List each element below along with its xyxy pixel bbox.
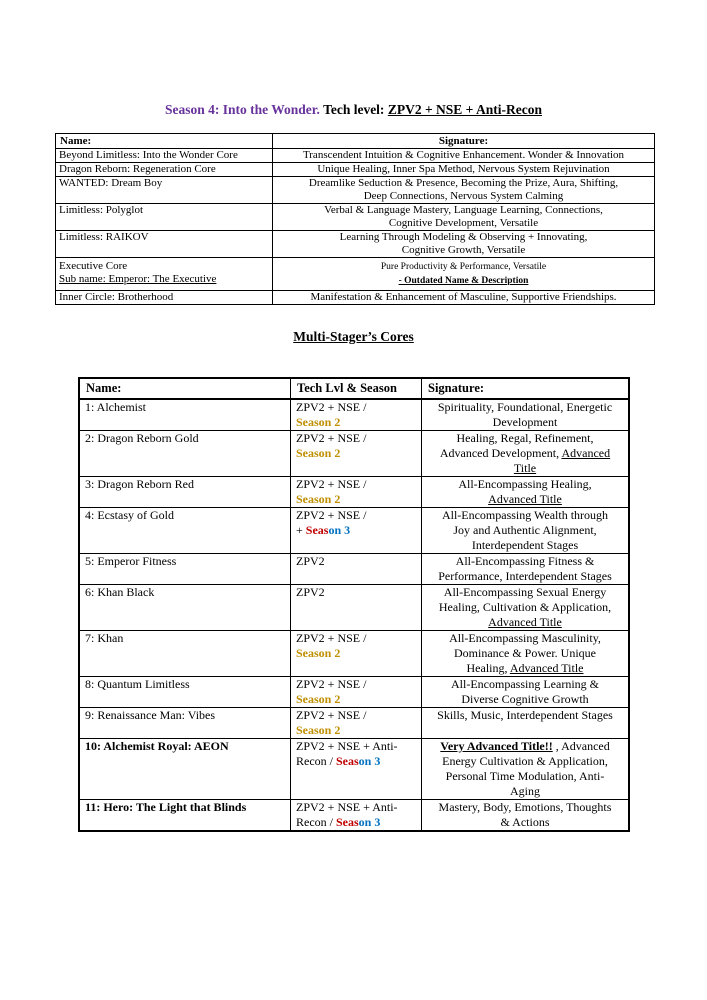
text-segment: Executive Core: [59, 260, 128, 272]
core-signature-cell: [273, 204, 655, 231]
core-name-cell: [79, 399, 291, 431]
title-season-text: Season 4: Into the Wonder.: [165, 102, 320, 117]
core-signature-cell: [422, 708, 630, 739]
table-row: [56, 149, 655, 163]
text-segment: All-Encompassing Wealth through: [441, 508, 609, 522]
text-segment: Title: [513, 461, 537, 475]
text-segment: 4: Ecstasy of Gold: [85, 508, 174, 522]
text-segment: All-Encompassing Fitness &: [455, 554, 595, 568]
col-header-signature: Signature:: [422, 378, 630, 399]
table-row: [79, 585, 629, 631]
core-signature-cell: [422, 677, 630, 708]
text-segment: 7: Khan: [85, 631, 124, 645]
text-segment: Dreamlike Seduction & Presence, Becoming the Prize, Aura, Shifting,: [308, 177, 619, 189]
text-segment: All-Encompassing Learning &: [451, 677, 599, 691]
text-segment: Very Advanced Title!!: [440, 739, 553, 753]
core-signature-cell: [422, 508, 630, 554]
core-name-cell: [79, 739, 291, 800]
table-row: [79, 708, 629, 739]
table-row: [79, 431, 629, 477]
core-name-cell: [79, 800, 291, 832]
core-name-cell: [56, 177, 273, 204]
core-name-cell: [79, 554, 291, 585]
text-segment: Seas: [336, 754, 359, 768]
text-segment: Limitless: RAIKOV: [59, 231, 149, 243]
text-segment: Healing, Cultivation & Application,: [438, 600, 612, 614]
text-segment: ZPV2 + NSE /: [296, 400, 367, 414]
core-name-cell: [56, 163, 273, 177]
core-signature-cell: [422, 431, 630, 477]
text-segment: Recon /: [296, 815, 336, 829]
text-segment: 8: Quantum Limitless: [85, 677, 190, 691]
text-segment: Transcendent Intuition & Cognitive Enhancement. Wonder & Innovation: [302, 149, 625, 161]
text-segment: Season 2: [296, 492, 341, 506]
text-segment: on 3: [358, 815, 381, 829]
text-segment: All-Encompassing Healing,: [458, 477, 592, 491]
text-segment: ZPV2 + NSE /: [296, 477, 367, 491]
text-segment: Verbal & Language Mastery, Language Learning, Connections,: [324, 204, 603, 216]
text-segment: Season 2: [296, 646, 341, 660]
text-segment: Season 2: [296, 446, 341, 460]
text-segment: 9: Renaissance Man: Vibes: [85, 708, 216, 722]
text-segment: Dragon Reborn: Regeneration Core: [59, 163, 216, 175]
season4-table-body: [56, 149, 655, 305]
core-name-cell: [56, 258, 273, 291]
table-row: [56, 258, 655, 291]
season4-cores-table: [55, 133, 655, 305]
tech-season-cell: [291, 431, 422, 477]
core-signature-cell: [273, 258, 655, 291]
text-segment: Limitless: Polyglot: [59, 204, 144, 216]
text-segment: WANTED: Dream Boy: [59, 177, 163, 189]
text-segment: Recon /: [296, 754, 336, 768]
text-segment: Beyond Limitless: Into the Wonder Core: [59, 149, 238, 161]
tech-season-cell: [291, 477, 422, 508]
text-segment: ZPV2 + NSE /: [296, 708, 367, 722]
core-signature-cell: [422, 477, 630, 508]
table-row: [56, 163, 655, 177]
text-segment: 1: Alchemist: [85, 400, 146, 414]
text-segment: Mastery, Body, Emotions, Thoughts: [438, 800, 612, 814]
text-segment: 11: Hero: The Light that Blinds: [85, 800, 247, 814]
text-segment: Skills, Music, Interdependent Stages: [437, 708, 613, 722]
multi-stager-table-body: [79, 399, 629, 831]
tech-season-cell: [291, 677, 422, 708]
text-segment: Unique Healing, Inner Spa Method, Nervous System Rejuvination: [317, 163, 610, 175]
text-segment: , Advanced: [552, 739, 610, 753]
text-segment: ZPV2 + NSE /: [296, 431, 367, 445]
table-row: [79, 554, 629, 585]
core-signature-cell: [273, 163, 655, 177]
text-segment: Diverse Cognitive Growth: [461, 692, 589, 706]
text-segment: Development: [492, 415, 558, 429]
tech-season-cell: [291, 554, 422, 585]
tech-season-cell: [291, 585, 422, 631]
text-segment: ZPV2 + NSE + Anti-: [296, 739, 398, 753]
text-segment: - Outdated Name & Description: [398, 276, 529, 286]
tech-season-cell: [291, 508, 422, 554]
table-row: [56, 291, 655, 305]
page-title: [0, 102, 707, 118]
core-name-cell: [79, 431, 291, 477]
title-tech-label: Tech level:: [319, 102, 388, 117]
text-segment: Dominance & Power. Unique: [454, 646, 596, 660]
tech-season-cell: [291, 708, 422, 739]
text-segment: ZPV2 + NSE + Anti-: [296, 800, 398, 814]
text-segment: Advanced Title: [488, 615, 562, 629]
table-row: [79, 677, 629, 708]
text-segment: Season 2: [296, 415, 341, 429]
text-segment: Advanced: [561, 446, 611, 460]
core-name-cell: [79, 477, 291, 508]
text-segment: Inner Circle: Brotherhood: [59, 291, 174, 303]
text-segment: on 3: [358, 754, 381, 768]
text-segment: Cognitive Growth, Versatile: [401, 244, 526, 256]
core-signature-cell: [273, 231, 655, 258]
tech-season-cell: [291, 399, 422, 431]
text-segment: Seas: [336, 815, 359, 829]
text-segment: Personal Time Modulation, Anti-: [445, 769, 605, 783]
tech-season-cell: [291, 739, 422, 800]
core-signature-cell: [422, 399, 630, 431]
core-signature-cell: [422, 631, 630, 677]
text-segment: Advanced Title: [488, 492, 562, 506]
text-segment: 6: Khan Black: [85, 585, 155, 599]
text-segment: ZPV2 + NSE /: [296, 508, 367, 522]
core-name-cell: [79, 508, 291, 554]
core-name-cell: [79, 677, 291, 708]
text-segment: Aging: [510, 784, 540, 798]
core-name-cell: [79, 585, 291, 631]
text-segment: Advanced Title: [509, 661, 584, 675]
core-name-cell: [79, 631, 291, 677]
core-signature-cell: [273, 149, 655, 163]
text-segment: Healing, Regal, Refinement,: [456, 431, 594, 445]
text-segment: All-Encompassing Sexual Energy: [443, 585, 607, 599]
table-header-row: [79, 378, 629, 399]
text-segment: Healing,: [466, 661, 510, 675]
core-name-cell: [79, 708, 291, 739]
table-row: [79, 631, 629, 677]
text-segment: Cognitive Development, Versatile: [388, 217, 539, 229]
col-header-name: Name:: [56, 134, 273, 149]
text-segment: Energy Cultivation & Application,: [442, 754, 608, 768]
text-segment: Learning Through Modeling & Observing + Innovating,: [339, 231, 588, 243]
text-segment: 10: Alchemist Royal: AEON: [85, 739, 229, 753]
text-segment: Advanced Development,: [439, 446, 562, 460]
table-row: [79, 739, 629, 800]
text-segment: Season 2: [296, 692, 341, 706]
col-header-signature: Signature:: [273, 134, 655, 149]
text-segment: & Actions: [500, 815, 550, 829]
core-signature-cell: [273, 177, 655, 204]
multi-stager-table: [78, 377, 630, 832]
text-segment: 5: Emperor Fitness: [85, 554, 177, 568]
table-row: [56, 177, 655, 204]
core-name-cell: [56, 204, 273, 231]
text-segment: ZPV2 + NSE /: [296, 631, 367, 645]
text-segment: ZPV2 + NSE /: [296, 677, 367, 691]
text-segment: +: [296, 523, 306, 537]
table-header-row: [56, 134, 655, 149]
text-segment: on 3: [328, 523, 351, 537]
table-row: [79, 477, 629, 508]
core-name-cell: [56, 291, 273, 305]
text-segment: Season 2: [296, 723, 341, 737]
text-segment: 2: Dragon Reborn Gold: [85, 431, 199, 445]
core-signature-cell: [422, 739, 630, 800]
title-tech-value: ZPV2 + NSE + Anti-Recon: [387, 102, 542, 117]
text-segment: Deep Connections, Nervous System Calming: [363, 190, 564, 202]
core-name-cell: [56, 149, 273, 163]
table-row: [79, 508, 629, 554]
text-segment: Pure Productivity & Performance, Versatile: [380, 262, 547, 272]
text-segment: ZPV2: [296, 554, 325, 568]
text-segment: 3: Dragon Reborn Red: [85, 477, 194, 491]
table-row: [79, 399, 629, 431]
text-segment: Manifestation & Enhancement of Masculine, Supportive Friendships.: [310, 291, 617, 303]
table-row: [56, 204, 655, 231]
core-signature-cell: [422, 554, 630, 585]
core-signature-cell: [273, 291, 655, 305]
text-segment: ZPV2: [296, 585, 325, 599]
multi-stager-heading: Multi-Stager’s Cores: [293, 329, 414, 344]
tech-season-cell: [291, 800, 422, 832]
col-header-name: Name:: [79, 378, 291, 399]
tech-season-cell: [291, 631, 422, 677]
text-segment: Interdependent Stages: [471, 538, 579, 552]
text-segment: Joy and Authentic Alignment,: [453, 523, 597, 537]
table-row: [79, 800, 629, 832]
text-segment: All-Encompassing Masculinity,: [449, 631, 601, 645]
text-segment: Seas: [305, 523, 329, 537]
text-segment: Spirituality, Foundational, Energetic: [437, 400, 613, 414]
col-header-tech: Tech Lvl & Season: [291, 378, 422, 399]
core-signature-cell: [422, 800, 630, 832]
text-segment: Performance, Interdependent Stages: [438, 569, 612, 583]
core-signature-cell: [422, 585, 630, 631]
table-row: [56, 231, 655, 258]
text-segment: Sub name: Emperor: The Executive: [59, 273, 217, 285]
core-name-cell: [56, 231, 273, 258]
